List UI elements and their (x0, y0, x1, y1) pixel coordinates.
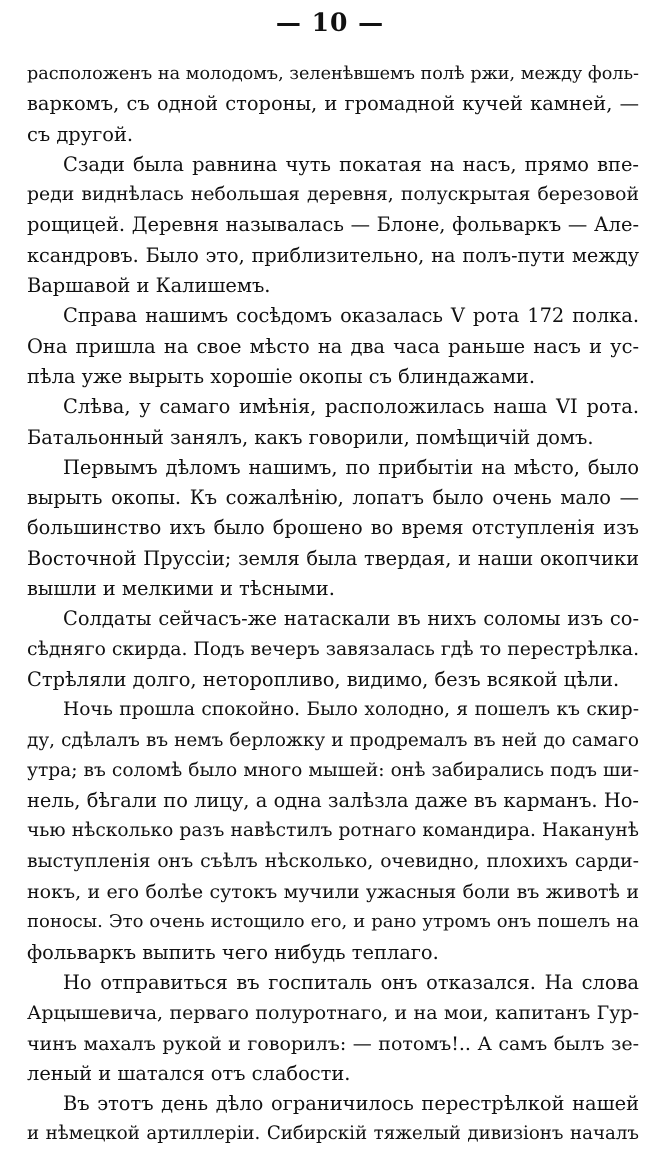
text-line: вышли и мелкими и тѣсными. (27, 577, 335, 601)
text-line: расположенъ на молодомъ, зеленѣвшемъ полѣ ржи, между фоль- (27, 64, 639, 84)
body-text (27, 59, 639, 1150)
text-line: ксандровъ. Было это, приблизительно, на полъ-пути между (27, 243, 639, 267)
text-line: рощицей. Деревня называлась — Блоне, фольваркъ — Але- (27, 213, 639, 237)
text-line: Арцышевича, перваго полуротнаго, и на мои, капитанъ Гур- (27, 1002, 639, 1025)
text-line: и нѣмецкой артиллеріи. Сибирскій тяжелый дивизіонъ началъ (27, 1123, 639, 1145)
text-line: поносы. Это очень истощило его, и рано утромъ онъ пошелъ на (27, 911, 639, 933)
text-line: Она пришла на свое мѣсто на два часа раньше насъ и ус- (27, 334, 639, 358)
text-line: ду, сдѣлалъ въ немъ берложку и продремалъ въ ней до самаго (27, 729, 639, 751)
page-number: — 10 — (275, 8, 385, 37)
text-line: утра; въ соломѣ было много мышей: онѣ забирались подъ ши- (27, 759, 639, 781)
text-line: Но отправиться въ госпиталь онъ отказался. На слова (63, 970, 639, 994)
text-line: большинство ихъ было брошено во время отступленія изъ (27, 516, 639, 540)
text-line: Ночь прошла спокойно. Было холодно, я пошелъ къ скир- (63, 699, 639, 721)
text-line: реди виднѣлась небольшая деревня, полускрытая березовой (27, 184, 639, 206)
text-line: Слѣва, у самаго имѣнія, расположилась наша VI рота. (63, 395, 639, 419)
text-line: Сзади была равнина чуть покатая на насъ, прямо впе- (63, 152, 639, 176)
text-line: Первымъ дѣломъ нашимъ, по прибытіи на мѣсто, было (63, 455, 639, 479)
text-line: Стрѣляли долго, неторопливо, видимо, безъ всякой цѣли. (27, 667, 620, 691)
text-line: пѣла уже вырыть хорошіе окопы съ блиндажами. (27, 364, 536, 388)
text-line: сѣдняго скирда. Подъ вечеръ завязалась гдѣ то перестрѣлка. (27, 638, 639, 660)
text-line: Справа нашимъ сосѣдомъ оказалась V рота 172 полка. (63, 304, 639, 328)
text-line: чью нѣсколько разъ навѣстилъ ротнаго командира. Наканунѣ (27, 820, 639, 842)
text-line: чинъ махалъ рукой и говорилъ: — потомъ!.. А самъ былъ зе- (27, 1032, 639, 1055)
text-line: Восточной Пруссіи; земля была твердая, и наши окопчики (27, 546, 639, 570)
text-line: варкомъ, съ одной стороны, и громадной кучей камней, — (27, 92, 639, 116)
text-line: Батальонный занялъ, какъ говорили, помѣщичій домъ. (27, 425, 594, 449)
text-line: Въ этотъ день дѣло ограничилось перестрѣлкой нашей (63, 1092, 639, 1116)
text-line: съ другой. (27, 122, 134, 146)
text-line: вырыть окопы. Къ сожалѣнію, лопатъ было очень мало — (27, 486, 639, 510)
text-line: Варшавой и Калишемъ. (27, 274, 271, 298)
text-line: нель, бѣгали по лицу, а одна залѣзла даже въ карманъ. Но- (27, 789, 639, 813)
text-line: нокъ, и его болѣе сутокъ мучили ужасныя боли въ животѣ и (27, 881, 639, 904)
text-line: леный и шатался отъ слабости. (27, 1061, 351, 1085)
text-line: выступленія онъ съѣлъ нѣсколько, очевидно, плохихъ сарди- (27, 850, 639, 872)
text-line: фольваркъ выпить чего нибудь теплаго. (27, 940, 439, 964)
text-line: Солдаты сейчасъ-же натаскали въ нихъ соломы изъ со- (63, 607, 639, 631)
